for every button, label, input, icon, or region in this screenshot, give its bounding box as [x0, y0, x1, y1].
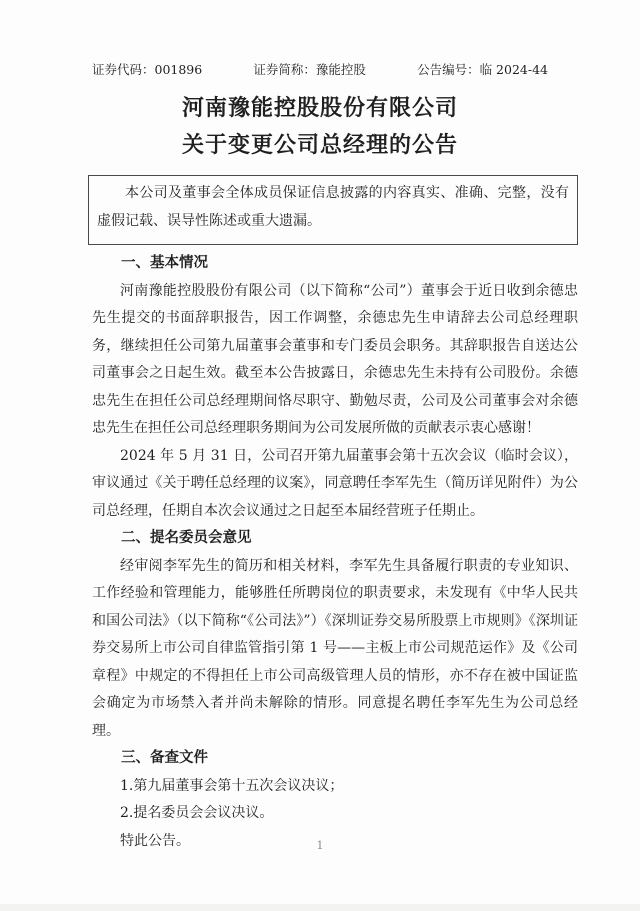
- disclaimer-box: [88, 175, 578, 245]
- stock-code-label: 证券代码：001896: [92, 62, 203, 77]
- paragraph-resignation: 河南豫能控股股份有限公司（以下简称“公司”）董事会于近日收到余德忠先生提交的书面辞职报告，因工作调整，余德忠先生申请辞去公司总经理职务，继续担任公司第九届董事会董事和专门委员会职务。其辞职报告自送达公司董事会之日起生效。截至本公告披露日，余德忠先生未持有公司股份。余德忠先生在担任公司总经理期间恪尽职守、勤勉尽责，公司及公司董事会对余德忠先生在担任公司总经理职务期间为公司发展所做的贡献表示衷心感谢！: [92, 282, 578, 436]
- page-number: 1: [316, 839, 324, 852]
- section-heading-reference-documents: 三、备查文件: [121, 750, 208, 766]
- announcement-number-label: 公告编号：临 2024-44: [417, 62, 548, 77]
- list-item-committee-resolution: 2.提名委员会会议决议。: [120, 805, 274, 821]
- list-item-board-resolution: 1.第九届董事会第十五次会议决议；: [120, 777, 344, 794]
- section-heading-nomination-committee-opinion: 二、提名委员会意见: [121, 530, 252, 546]
- paragraph-committee-opinion: 经审阅李军先生的简历和相关材料，李军先生具备履行职责的专业知识、工作经验和管理能力，能够胜任所聘岗位的职责要求，未发现有《中华人民共和国公司法》（以下简称“《公司法》”）《深圳证券交易所股票上市规则》《深圳证券交易所上市公司自律监管指引第 1 号——主板上市公司规范运作》及《公司章程》中规定的不得担任上市公司高级管理人员的情形，亦不存在被中国证监会确定为市场禁入者并尚未解除的情形。同意提名聘任李军先生为公司总经理。: [92, 557, 578, 739]
- stock-short-name-label: 证券简称：豫能控股: [253, 62, 366, 77]
- section-heading-basic-info: 一、基本情况: [121, 255, 208, 271]
- closing-statement: 特此公告。: [120, 832, 190, 849]
- company-name-title: 河南豫能控股股份有限公司: [181, 96, 458, 121]
- announcement-title: 关于变更公司总经理的公告: [181, 133, 458, 158]
- paragraph-appointment: 2024 年 5 月 31 日，公司召开第九届董事会第十五次会议（临时会议），审议通过《关于聘任总经理的议案》，同意聘任李军先生（简历详见附件）为公司总经理，任期自本次会议通过之日起至本届经营班子任期止。: [92, 447, 578, 519]
- disclaimer-text: 本公司及董事会全体成员保证信息披露的内容真实、准确、完整，没有虚假记载、误导性陈述或重大遗漏。: [97, 185, 569, 229]
- document-header: [92, 60, 578, 80]
- scan-edge-shadow: [0, 904, 640, 911]
